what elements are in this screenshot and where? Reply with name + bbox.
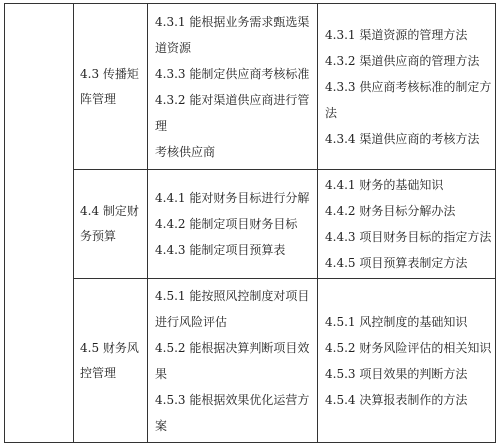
ability-line: 道资源 (155, 40, 192, 55)
ability-line: 4.5.3 能根据效果优化运营方 (155, 392, 310, 407)
ability-line: 理 (155, 118, 168, 133)
ability-line: 4.4.1 能对财务目标进行分解 (155, 191, 310, 205)
table-row (5, 4, 496, 170)
knowledge-line: 法 (325, 105, 338, 120)
topic-line: 4.3 传播矩 (80, 66, 139, 81)
knowledge-line: 4.5.2 财务风险评估的相关知识 (325, 340, 491, 355)
knowledge-cell (318, 170, 496, 279)
ability-line: 4.4.3 能制定项目预算表 (155, 243, 286, 257)
ability-line: 4.3.2 能对渠道供应商进行管 (155, 92, 310, 107)
knowledge-line: 4.4.3 项目财务目标的指定方法 (325, 230, 491, 244)
knowledge-line: 4.4.5 项目预算表制定方法 (325, 256, 468, 270)
ability-line: 4.4.2 能制定项目财务目标 (155, 217, 298, 231)
ability-line: 4.5.1 能按照风控制度对项目 (155, 288, 310, 303)
ability-cell (148, 279, 318, 443)
knowledge-line: 4.5.1 风控制度的基础知识 (325, 314, 468, 329)
topic-cell (74, 279, 148, 443)
knowledge-line: 4.3.4 渠道供应商的考核方法 (325, 131, 480, 146)
topic-line: 控管理 (80, 365, 117, 380)
topic-line: 阵管理 (80, 91, 117, 106)
topic-line: 4.5 财务风 (80, 340, 139, 355)
ability-line: 考核供应商 (155, 144, 216, 159)
topic-line: 4.4 制定财 (80, 204, 139, 218)
ability-line: 4.3.1 能根据业务需求甄选渠 (155, 14, 310, 29)
left-margin-cell (5, 4, 74, 443)
knowledge-cell (318, 4, 496, 170)
ability-line: 进行风险评估 (155, 314, 228, 329)
ability-cell (148, 4, 318, 170)
table-row (5, 170, 496, 279)
ability-line: 案 (155, 418, 168, 433)
knowledge-line: 4.3.2 渠道供应商的管理方法 (325, 53, 480, 68)
topic-cell (74, 4, 148, 170)
knowledge-line: 4.3.3 供应商考核标准的制定方 (325, 79, 491, 94)
topic-cell (74, 170, 148, 279)
table-row (5, 279, 496, 443)
knowledge-line: 4.4.2 财务目标分解办法 (325, 204, 456, 218)
ability-line: 4.3.3 能制定供应商考核标准 (155, 66, 310, 81)
topic-line: 务预算 (80, 229, 117, 243)
ability-cell (148, 170, 318, 279)
knowledge-line: 4.4.1 财务的基础知识 (325, 178, 444, 192)
ability-line: 果 (155, 366, 168, 381)
ability-line: 4.5.2 能根据决算判断项目效 (155, 340, 310, 355)
knowledge-line: 4.5.4 决算报表制作的方法 (325, 392, 468, 407)
knowledge-line: 4.5.3 项目效果的判断方法 (325, 366, 468, 381)
knowledge-line: 4.3.1 渠道资源的管理方法 (325, 27, 468, 42)
knowledge-cell (318, 279, 496, 443)
competency-table (4, 3, 496, 443)
